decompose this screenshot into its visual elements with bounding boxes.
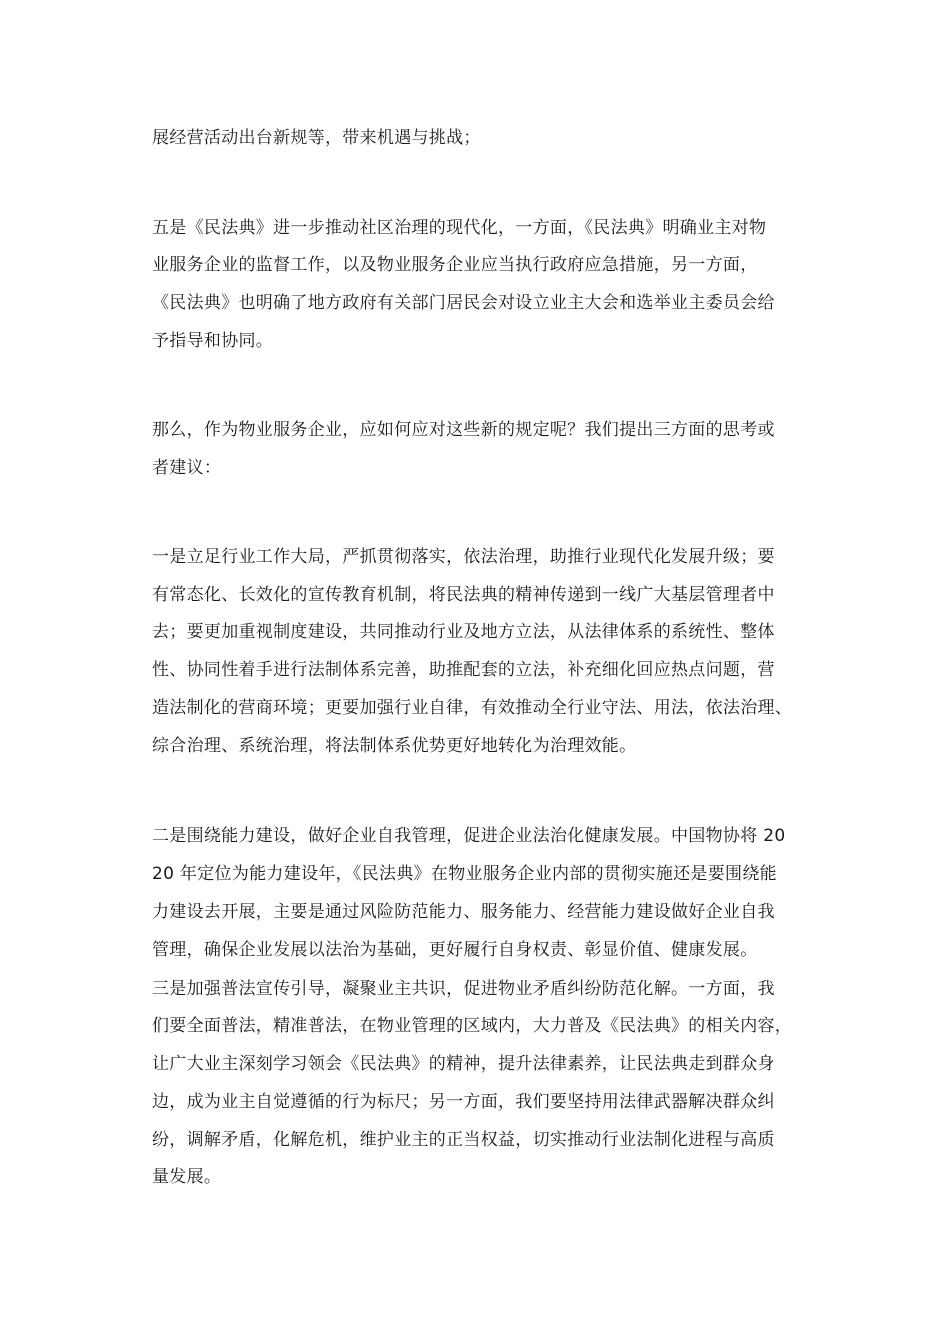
text-line: 边，成为业主自觉遵循的行为标尺；另一方面，我们要坚持用法律武器解决群众纠 [152,1092,775,1112]
text-line: 性、协同性着手进行法制体系完善，助推配套的立法，补充细化回应热点问题，营 [152,660,775,680]
text-line: 展经营活动出台新规等，带来机遇与挑战； [152,128,481,148]
text-line: 一是立足行业工作大局，严抓贯彻落实，依法治理，助推行业现代化发展升级；要 [152,547,775,567]
text-line: 量发展。 [152,1167,222,1187]
text-line: 者建议： [152,458,222,478]
text-line: 那么，作为物业服务企业，应如何应对这些新的规定呢？我们提出三方面的思考或 [152,420,775,440]
text-line: 去；要更加重视制度建设，共同推动行业及地方立法，从法律体系的系统性、整体 [152,622,775,642]
text-line: 综合治理、系统治理，将法制体系优势更好地转化为治理效能。 [152,736,637,756]
text-line: 20 年定位为能力建设年，《民法典》在物业服务企业内部的贯彻实施还是要围绕能 [152,864,777,884]
text-line: 五是《民法典》进一步推动社区治理的现代化，一方面，《民法典》明确业主对物 [152,218,767,238]
text-line: 二是围绕能力建设，做好企业自我管理，促进企业法治化健康发展。中国物协将 20 [152,826,786,846]
text-line: 让广大业主深刻学习领会《民法典》的精神，提升法律素养，让民法典走到群众身 [152,1054,775,1074]
text-line: 予指导和协同。 [152,331,274,351]
text-line: 力建设去开展，主要是通过风险防范能力、服务能力、经营能力建设做好企业自我 [152,902,775,922]
text-line: 三是加强普法宣传引导，凝聚业主共识，促进物业矛盾纠纷防范化解。一方面，我 [152,979,775,999]
text-line: 《民法典》也明确了地方政府有关部门居民会对设立业主大会和选举业主委员会给 [152,293,775,313]
text-line: 管理，确保企业发展以法治为基础，更好履行自身权责、彰显价值、健康发展。 [152,940,758,960]
text-line: 造法制化的营商环境；更要加强行业自律，有效推动全行业守法、用法，依法治理、 [152,698,793,718]
text-line: 业服务企业的监督工作，以及物业服务企业应当执行政府应急措施，另一方面， [152,255,758,275]
text-line: 有常态化、长效化的宣传教育机制，将民法典的精神传递到一线广大基层管理者中 [152,585,775,605]
text-line: 们要全面普法，精准普法，在物业管理的区域内，大力普及《民法典》的相关内容， [152,1016,793,1036]
text-line: 纷，调解矛盾，化解危机，维护业主的正当权益，切实推动行业法制化进程与高质 [152,1130,775,1150]
